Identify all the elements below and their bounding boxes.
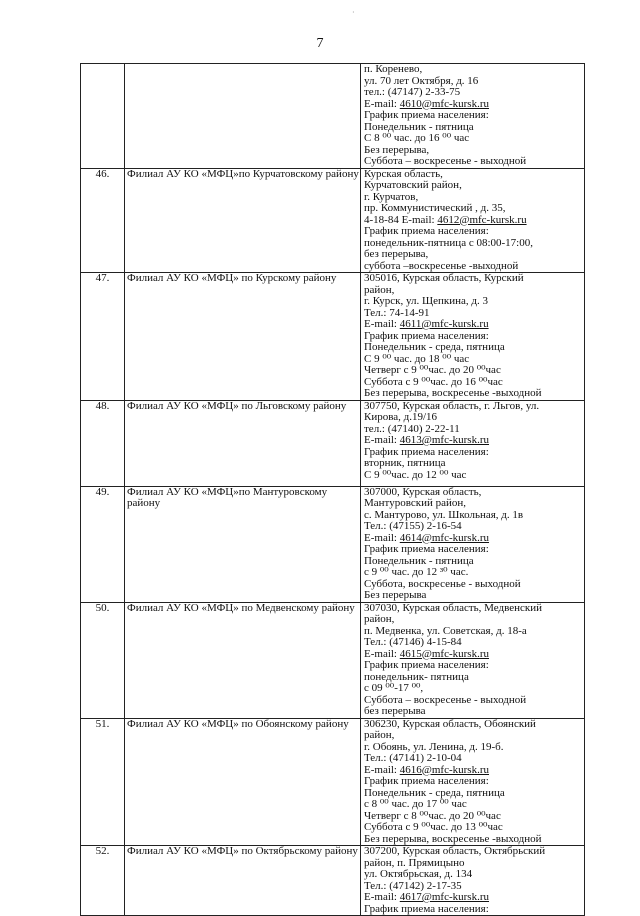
contact-text: Без перерыва, воскресенье -выходной: [364, 387, 542, 399]
contact-text: Суббота с 9 ⁰⁰час. до 16 ⁰⁰час: [364, 375, 503, 388]
contact-line: [364, 904, 584, 916]
email-link[interactable]: 4613@mfc-kursk.ru: [399, 434, 490, 446]
contact-text: без перерыва: [364, 705, 426, 717]
table-row: [81, 64, 585, 169]
contact-text: район,: [364, 729, 395, 741]
contact-text: Суббота, воскресенье - выходной: [364, 577, 521, 590]
branch-name: Филиал АУ КО «МФЦ»по Мантуровскому району: [125, 486, 361, 602]
table-row: [81, 846, 585, 916]
contact-text: Четверг с 8 ⁰⁰час. до 20 ⁰⁰час: [364, 809, 501, 822]
contact-text: Мантуровский район,: [364, 497, 466, 509]
branch-contacts: [361, 846, 585, 916]
contact-text: Тел.: (47142) 2-17-35: [364, 879, 462, 892]
branch-contacts: [361, 168, 585, 273]
row-number: [81, 64, 125, 169]
table-row: [81, 168, 585, 273]
email-link[interactable]: 4615@mfc-kursk.ru: [399, 647, 490, 660]
contact-text: Понедельник - среда, пятница: [364, 341, 505, 353]
contact-text: График приема населения:: [364, 659, 489, 671]
contact-text: Суббота с 9 ⁰⁰час. до 13 ⁰⁰час: [364, 821, 503, 833]
contact-text: с 09 ⁰⁰-17 ⁰⁰,: [364, 682, 424, 694]
contact-text: График приема населения:: [364, 109, 489, 121]
contact-text: п. Коренево,: [364, 63, 423, 75]
contact-text: 4-18-84 E-mail:: [364, 213, 438, 226]
contact-text: г. Курск, ул. Щепкина, д. 3: [364, 295, 488, 307]
contact-text: ул. Октябрьская, д. 134: [364, 868, 473, 880]
contact-text: Тел.: (47141) 2-10-04: [364, 752, 462, 764]
table-row: [81, 400, 585, 486]
page-number: 7: [316, 36, 324, 51]
table-row: [81, 273, 585, 401]
table-row: [81, 718, 585, 846]
contact-text: Понедельник - пятница: [364, 554, 474, 567]
contact-text: 307750, Курская область, г. Льгов, ул.: [364, 400, 540, 412]
contact-text: С 9 ⁰⁰час. до 12 ⁰⁰ час: [364, 468, 467, 481]
email-link[interactable]: 4610@mfc-kursk.ru: [399, 97, 490, 110]
row-number: 48.: [81, 400, 125, 486]
row-number: 52.: [81, 846, 125, 916]
branch-contacts: [361, 400, 585, 486]
contact-line: [364, 834, 584, 846]
branch-contacts: [361, 486, 585, 602]
contact-line: [364, 388, 584, 400]
contact-text: 307030, Курская область, Медвенский: [364, 602, 543, 614]
contact-line: [364, 603, 584, 615]
contact-text: Курчатовский район,: [364, 179, 462, 191]
contact-text: Четверг с 9 ⁰⁰час. до 20 ⁰⁰час: [364, 364, 501, 376]
branch-contacts: [361, 718, 585, 846]
email-link[interactable]: 4617@mfc-kursk.ru: [399, 891, 490, 903]
branch-contacts: [361, 273, 585, 401]
mfc-branches-table: [80, 63, 585, 916]
contact-text: с. Мантурово, ул. Школьная, д. 1в: [364, 508, 524, 521]
contact-text: вторник, пятница: [364, 457, 446, 469]
table-body: [81, 64, 585, 916]
table-row: [81, 602, 585, 718]
contact-text: район,: [364, 283, 395, 296]
contact-text: с 9 ⁰⁰ час. до 12 ³⁰ час.: [364, 566, 469, 578]
email-link[interactable]: 4612@mfc-kursk.ru: [437, 213, 527, 226]
branch-name: Филиал АУ КО «МФЦ» по Курскому району: [125, 273, 361, 401]
contact-text: Без перерыва: [364, 589, 427, 601]
branch-contacts: [361, 602, 585, 718]
contact-text: 307200, Курская область, Октябрьский: [364, 845, 546, 857]
email-link[interactable]: 4611@mfc-kursk.ru: [399, 318, 489, 330]
branch-name: [125, 64, 361, 169]
contact-text: График приема населения:: [364, 329, 489, 342]
contact-text: с 8 ⁰⁰ час. до 17 ⁰⁰ час: [364, 798, 467, 810]
contact-text: Кирова, д.19/16: [364, 411, 438, 423]
contact-text: 307000, Курская область,: [364, 486, 482, 498]
contact-line: [364, 261, 584, 273]
contact-line: [364, 590, 584, 602]
scan-speck: ·: [352, 8, 355, 17]
contact-text: График приема населения:: [364, 225, 489, 237]
contact-text: суббота –воскресенье -выходной: [364, 259, 519, 272]
contact-text: E-mail:: [364, 891, 400, 903]
row-number: 50.: [81, 602, 125, 718]
email-link[interactable]: 4614@mfc-kursk.ru: [399, 531, 490, 544]
branch-name: Филиал АУ КО «МФЦ» по Октябрьскому району: [125, 846, 361, 916]
row-number: 49.: [81, 486, 125, 602]
contact-text: Курская область,: [364, 168, 443, 180]
contact-text: Тел.: (47155) 2-16-54: [364, 520, 462, 532]
contact-text: понедельник- пятница: [364, 670, 469, 683]
row-number: 46.: [81, 168, 125, 273]
contact-line: [364, 470, 584, 482]
row-number: 51.: [81, 718, 125, 846]
contact-text: График приема населения:: [364, 543, 489, 555]
branch-name: Филиал АУ КО «МФЦ»по Курчатовскому району: [125, 168, 361, 273]
contact-text: Суббота – воскресенье - выходной: [364, 155, 527, 167]
branch-name: Филиал АУ КО «МФЦ» по Льговскому району: [125, 400, 361, 486]
contact-text: тел.: (47147) 2-33-75: [364, 86, 461, 98]
contact-text: Без перерыва,: [364, 143, 430, 156]
contact-line: [364, 156, 584, 168]
contact-text: без перерыва,: [364, 248, 429, 260]
contact-text: С 9 ⁰⁰ час. до 18 ⁰⁰ час: [364, 352, 470, 365]
contact-text: E-mail:: [364, 318, 400, 330]
contact-text: График приема населения:: [364, 445, 489, 458]
branch-contacts: [361, 64, 585, 169]
contact-line: [364, 273, 584, 285]
contact-text: Тел.: 74-14-91: [364, 306, 430, 319]
contact-text: г. Обоянь, ул. Ленина, д. 19-б.: [364, 740, 504, 753]
contact-line: [364, 719, 584, 731]
contact-text: г. Курчатов,: [364, 190, 419, 203]
table-row: [81, 486, 585, 602]
contact-text: Тел.: (47146) 4-15-84: [364, 636, 462, 648]
contact-text: График приема населения:: [364, 775, 489, 787]
contact-text: район,: [364, 613, 395, 625]
contact-text: 305016, Курская область, Курский: [364, 272, 524, 284]
email-link[interactable]: 4616@mfc-kursk.ru: [399, 763, 490, 776]
contact-text: район, п. Прямицыно: [364, 856, 465, 869]
branch-name: Филиал АУ КО «МФЦ» по Медвенскому району: [125, 602, 361, 718]
contact-text: понедельник-пятница с 08:00-17:00,: [364, 236, 533, 249]
contact-text: Без перерыва, воскресенье -выходной: [364, 832, 542, 845]
contact-text: E-mail:: [364, 97, 400, 110]
contact-text: Суббота – воскресенье - выходной: [364, 693, 527, 706]
contact-text: E-mail:: [364, 647, 400, 660]
contact-text: п. Медвенка, ул. Советская, д. 18-а: [364, 624, 527, 637]
contact-text: С 8 ⁰⁰ час. до 16 ⁰⁰ час: [364, 132, 470, 144]
row-number: 47.: [81, 273, 125, 401]
contact-text: Понедельник - пятница: [364, 120, 474, 133]
contact-text: тел.: (47140) 2-22-11: [364, 422, 460, 435]
contact-text: Понедельник - среда, пятница: [364, 786, 505, 799]
contact-text: E-mail:: [364, 763, 400, 776]
contact-text: ул. 70 лет Октября, д. 16: [364, 74, 479, 87]
branch-name: Филиал АУ КО «МФЦ» по Обоянскому району: [125, 718, 361, 846]
contact-line: [364, 706, 584, 718]
contact-text: E-mail:: [364, 434, 400, 446]
contact-text: График приема населения:: [364, 902, 489, 915]
contact-text: 306230, Курская область, Обоянский: [364, 718, 536, 730]
contact-text: E-mail:: [364, 531, 400, 544]
contact-text: пр. Коммунистический , д. 35,: [364, 202, 506, 214]
